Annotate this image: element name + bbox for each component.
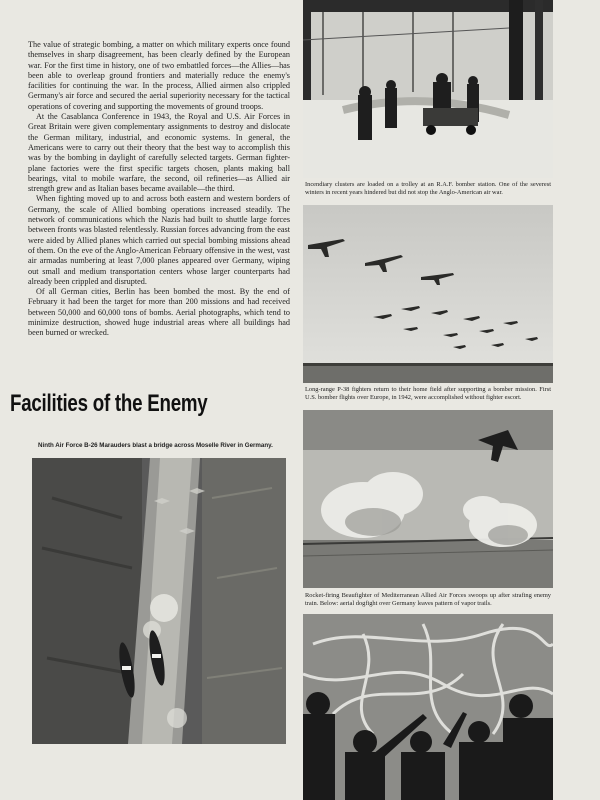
article-body xyxy=(28,40,290,339)
photo-vapor-trails xyxy=(303,614,553,800)
photo-caption-beaufighter: Rocket-firing Beaufighter of Mediterranean Allied Air Forces swoops up after strafing enemy train. Below: aerial dogfight over Germany leaves pattern of vapor trails. xyxy=(305,592,551,607)
photo-incendiary-loading xyxy=(303,0,553,178)
photo-caption-incendiary: Incendiary clusters are loaded on a trolley at an R.A.F. bomber station. One of the severest winters in recent years hindered but did not stop the Anglo-American air war. xyxy=(305,181,551,196)
article-paragraph: The value of strategic bombing, a matter on which military experts once found themselves in sharp disagreement, has been clearly defined by the European war. For the first time in history, one of two embattled forces—the Allies—has been able to overleap ground frontiers and materially reduce the enemy's facilities for continuing the war. In the process, Allied airmen also crippled Germany's air force and secured the aerial superiority necessary for the tactical operations of covering and supporting the movements of ground troops. xyxy=(28,40,290,111)
photo-caption-p38: Long-range P-38 fighters return to their home field after supporting a bomber mission. First U.S. bomber flights over Europe, in 1942, were accomplished without fighter escort. xyxy=(305,386,551,401)
article-paragraph: Of all German cities, Berlin has been bombed the most. By the end of February it had been the target for more than 200 missions and had received between 50,000 and 60,000 tons of bombs. Aerial photographs, which tend to minimize destruction, showed huge industrial areas where all buildings had been burned or wrecked. xyxy=(28,287,290,338)
photo-beaufighter-strafing xyxy=(303,410,553,588)
section-headline: Facilities of the Enemy xyxy=(10,390,208,417)
photo-caption-marauders: Ninth Air Force B-26 Marauders blast a bridge across Moselle River in Germany. xyxy=(38,442,273,449)
photo-marauders-bombing xyxy=(32,458,286,744)
photo-p38-formation xyxy=(303,205,553,383)
article-paragraph: At the Casablanca Conference in 1943, the Royal and U.S. Air Forces in Great Britain were given complementary assignments to destroy and dislocate the German military, industrial, and economic systems. In general, the Americans were to carry out their theory that the best way to accomplish this was by the bombing in daylight of carefully selected targets. German fighter-plane factories were the first specific targets chosen, plants making ball bearings, vital to mobile warfare, the second, oil refineries—as Allied air strength grew and as Italian bases became available—the third. xyxy=(28,112,290,194)
article-paragraph: When fighting moved up to and across both eastern and western borders of Germany, the scale of Allied bombing operations increased steadily. The network of communications which the Nazis had built to shuttle large forces between fronts was blasted relentlessly. Russian forces advancing from the east were aided by Allied planes which carried out special bombing missions ahead of them. On the eve of the Anglo-American February offensive in the west, vast air armadas numbering at least 7,000 planes appeared over Germany, wiping out small and medium transportation centers whose larger counterparts had already been crippled and disrupted. xyxy=(28,194,290,286)
